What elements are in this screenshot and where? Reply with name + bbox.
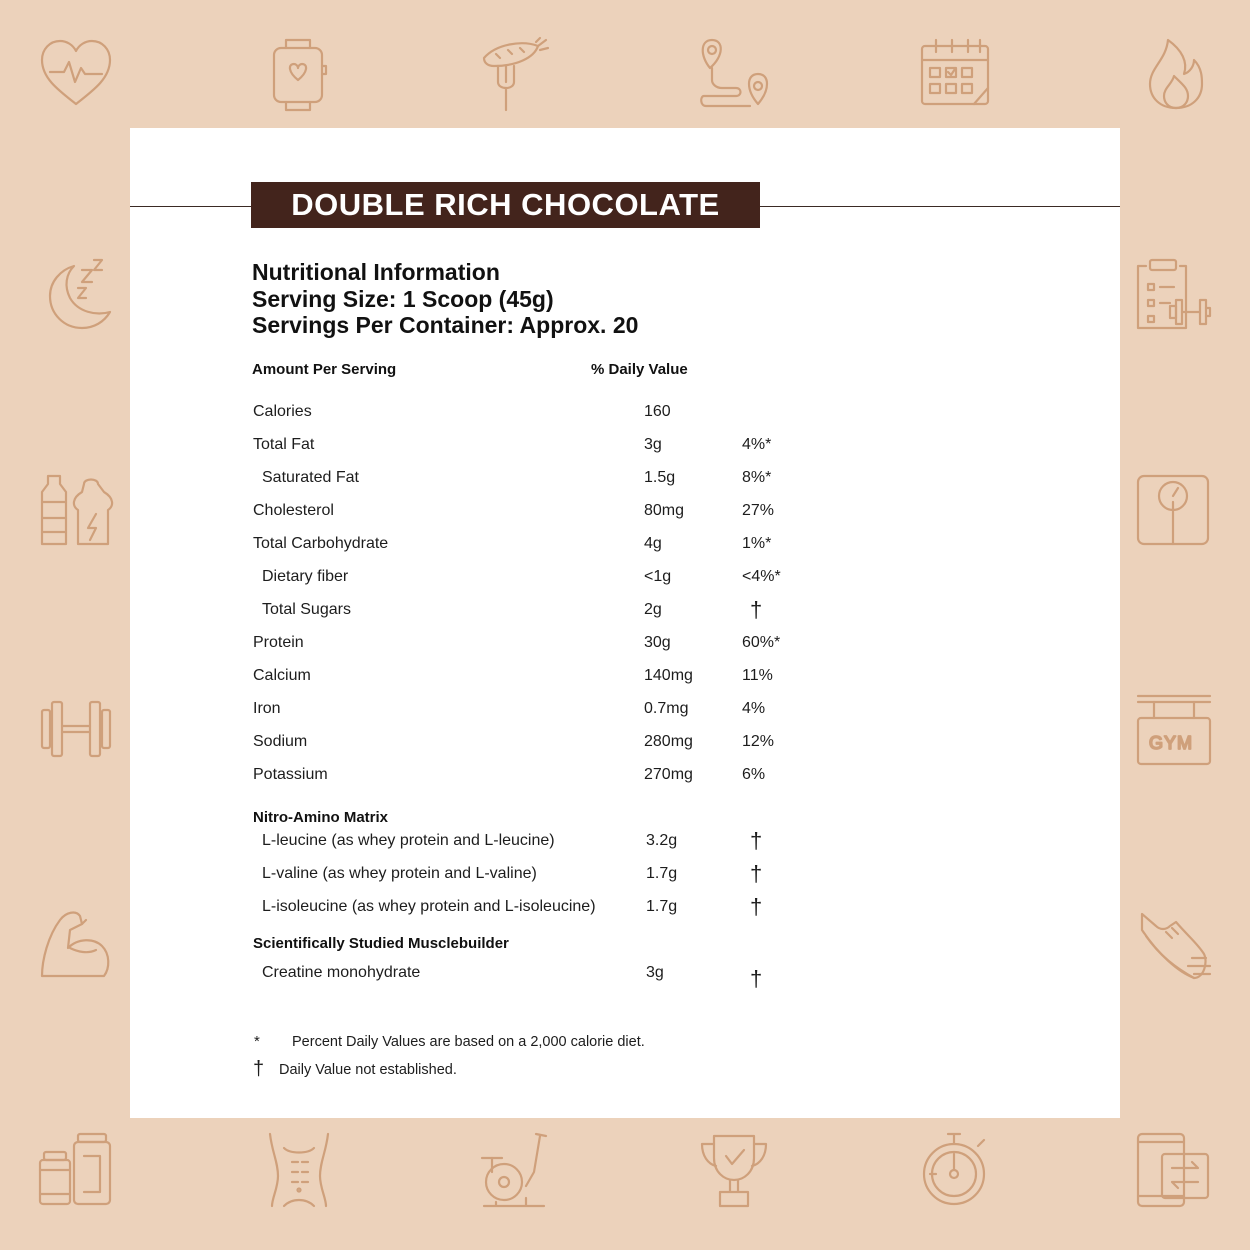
nutrient-amount: 0.7mg [644,700,689,717]
nutrient-daily-value: † [750,597,763,622]
carrot-fork-icon [476,36,552,112]
nutrient-row [130,568,1120,592]
svg-text:GYM: GYM [1149,733,1194,753]
nutrient-daily-value: 4%* [742,436,772,453]
nutrient-name: Sodium [253,733,308,750]
amino-amount: 3.2g [646,832,678,849]
nutrient-amount: 4g [644,535,662,552]
musclebuilder-daily-value: † [750,966,763,991]
heart-rate-icon [38,36,114,112]
nutrient-name: Calories [253,403,312,420]
nutrient-daily-value: 60%* [742,634,781,651]
nutrient-row [130,403,1120,427]
nutrient-row [130,667,1120,691]
amino-name: L-isoleucine (as whey protein and L-isoleucine) [262,898,596,915]
nutrient-amount: 1.5g [644,469,676,486]
nutrient-row [130,766,1120,790]
amino-daily-value: † [750,894,763,919]
nutrition-card [130,128,1120,1118]
nutrient-amount: 80mg [644,502,685,519]
nutrient-daily-value: 1%* [742,535,772,552]
footnote-dagger-text: Daily Value not established. [279,1062,457,1078]
route-pin-icon [696,36,772,112]
nutrition-heading: Nutritional Information [252,259,500,285]
running-shoe-icon [1136,906,1212,982]
amino-amount: 1.7g [646,898,678,915]
nutrient-row [130,502,1120,526]
nutrient-row [130,634,1120,658]
nutrient-row [130,535,1120,559]
product-title: DOUBLE RICH CHOCOLATE [291,187,720,222]
amino-amount: 1.7g [646,865,678,882]
moon-sleep-icon [38,256,114,332]
nutrient-amount: <1g [644,568,672,585]
amino-daily-value: † [750,828,763,853]
footnote-star-text: Percent Daily Values are based on a 2,000 calorie diet. [292,1034,645,1050]
nutrient-amount: 140mg [644,667,693,684]
nutrient-name: Total Carbohydrate [253,535,389,552]
nutrient-name: Protein [253,634,304,651]
musclebuilder-row [130,964,1120,991]
amino-name: L-valine (as whey protein and L-valine) [262,865,537,882]
nutrient-name: Total Sugars [262,601,351,618]
nutrient-amount: 160 [644,403,671,420]
nutrient-name: Iron [253,700,281,717]
musclebuilder-name: Creatine monohydrate [262,964,421,981]
musclebuilder-heading: Scientifically Studied Musclebuilder [253,935,509,952]
supplement-jars-icon [38,1132,114,1208]
servings-per-container: Servings Per Container: Approx. 20 [252,312,639,338]
nutrient-daily-value: 6% [742,766,766,783]
nutrient-name: Potassium [253,766,328,783]
amino-row [130,894,1120,922]
nutrient-row [130,700,1120,724]
nutrient-daily-value: 4% [742,700,766,717]
amino-name: L-leucine (as whey protein and L-leucine) [262,832,555,849]
flame-icon [1138,36,1214,112]
nutrient-amount: 2g [644,601,662,618]
calendar-icon [918,36,994,112]
nutrient-daily-value: <4%* [742,568,781,585]
clipboard-dumbbell-icon [1136,256,1212,332]
title-banner [251,182,760,228]
amino-row [130,861,1120,889]
nutrient-row [130,733,1120,757]
smartwatch-icon [262,36,338,112]
tablet-sync-icon [1136,1132,1212,1208]
nutrient-amount: 280mg [644,733,693,750]
nutrient-daily-value: 8%* [742,469,772,486]
nutrient-amount: 3g [644,436,662,453]
torso-abs-icon [262,1132,338,1208]
nutrient-row [130,597,1120,625]
gym-sign-icon [1136,690,1212,766]
nutrient-name: Saturated Fat [262,469,359,486]
nutrient-row [130,436,1120,460]
nutrient-daily-value: 12% [742,733,775,750]
amino-daily-value: † [750,861,763,886]
footnote-star-mark: * [254,1033,260,1050]
amino-row [130,828,1120,856]
nutrient-name: Total Fat [253,436,315,453]
nutrient-daily-value: 27% [742,502,775,519]
nutrient-daily-value: 11% [742,667,773,684]
stopwatch-icon [918,1132,994,1208]
amount-per-serving-header: Amount Per Serving [252,361,397,378]
serving-size: Serving Size: 1 Scoop (45g) [252,286,554,312]
nutrient-name: Cholesterol [253,502,334,519]
nutrient-amount: 270mg [644,766,693,783]
nutrient-amount: 30g [644,634,671,651]
dumbbell-icon [38,690,114,766]
scale-icon [1136,472,1212,548]
musclebuilder-amount: 3g [646,964,664,981]
trophy-icon [696,1132,772,1208]
bottles-icon [38,472,114,548]
amino-matrix-heading: Nitro-Amino Matrix [253,809,388,826]
nutrient-name: Calcium [253,667,311,684]
flexed-arm-icon [38,906,114,982]
nutrient-name: Dietary fiber [262,568,349,585]
daily-value-header: % Daily Value [591,361,688,378]
nutrient-row [130,469,1120,493]
footnote-dagger-mark: † [253,1058,265,1080]
exercise-bike-icon [476,1132,552,1208]
